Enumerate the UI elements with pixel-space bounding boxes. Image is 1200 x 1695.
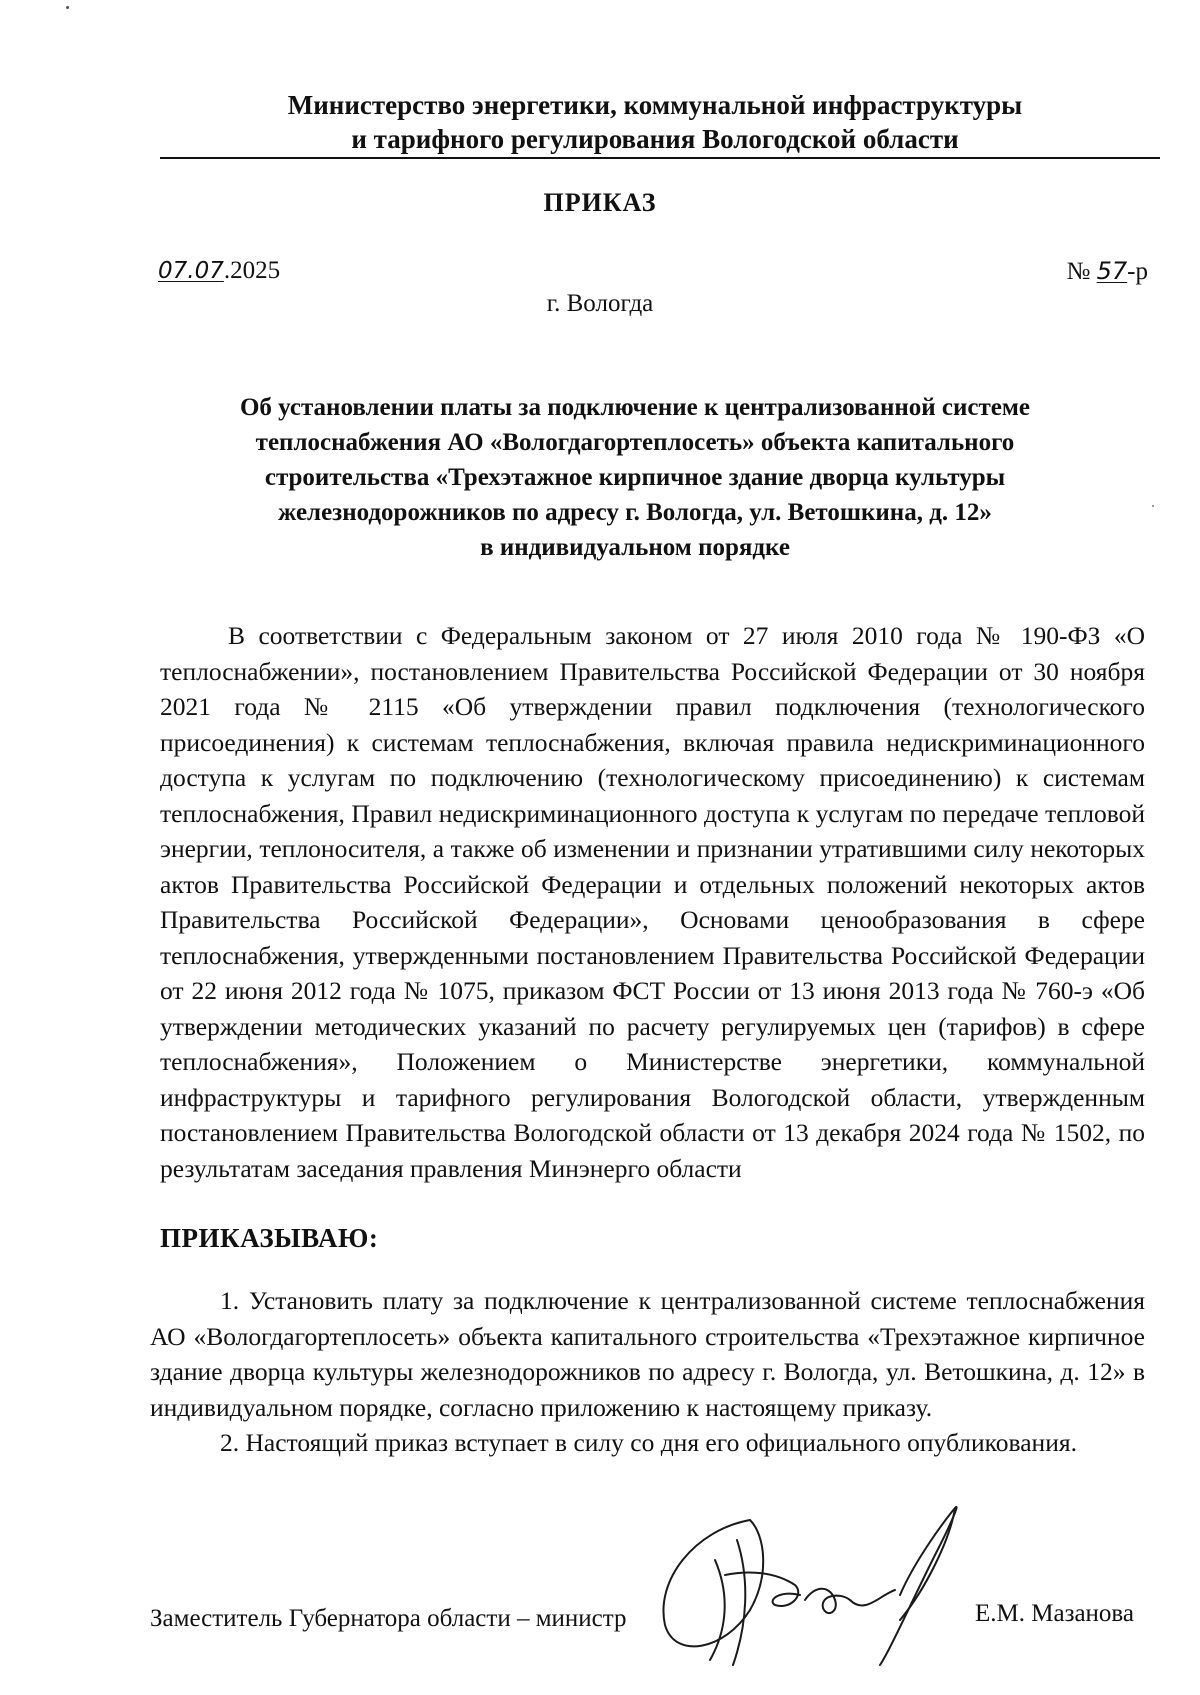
- subject-line: Об установлении платы за подключение к централизованной системе: [239, 394, 1031, 421]
- order-date: [158, 257, 280, 285]
- header-divider: [160, 157, 1160, 159]
- ministry-header-line-2: и тарифного регулирования Вологодской области: [351, 124, 959, 154]
- order-directive: ПРИКАЗЫВАЮ:: [160, 1223, 379, 1253]
- signatory-name: Е.М. Мазанова: [975, 1600, 1134, 1627]
- order-number-prefix: №: [1066, 258, 1091, 285]
- preamble: [160, 618, 1145, 1186]
- ministry-header-line-1: Министерство энергетики, коммунальной инфраструктуры: [287, 90, 1023, 120]
- scan-speck: [1152, 505, 1154, 507]
- subject-line: теплоснабжения АО «Вологдагортеплосеть» объекта капитального: [255, 429, 1015, 456]
- order-items: [150, 1283, 1145, 1461]
- order-date-handwritten: 07.07: [158, 258, 224, 284]
- order-subject: [185, 390, 1085, 565]
- subject-line: в индивидуальном порядке: [480, 534, 790, 561]
- document-title: ПРИКАЗ: [543, 188, 657, 217]
- order-number: [1067, 257, 1148, 286]
- order-item: 1. Установить плату за подключение к централизованной системе теплоснабжения АО «Вологдагортеплосеть» объекта капитального строительства «Трехэтажное кирпичное здание дворца культуры железнодорожников по адресу г. Вологда, ул. Ветошкина, д. 12» в индивидуальном порядке, согласно приложению к настоящему приказу.: [150, 1286, 1145, 1422]
- order-date-year: .2025: [223, 257, 281, 284]
- scan-speck: [66, 6, 69, 9]
- order-item: 2. Настоящий приказ вступает в силу со дня его официального опубликования.: [220, 1428, 1077, 1457]
- order-number-suffix: -р: [1127, 258, 1148, 285]
- subject-line: железнодорожников по адресу г. Вологда, ул. Ветошкина, д. 12»: [278, 499, 992, 526]
- order-city: г. Вологда: [546, 290, 654, 317]
- signatory-role: Заместитель Губернатора области – министр: [150, 1605, 627, 1632]
- handwritten-signature: [655, 1500, 1025, 1670]
- subject-line: строительства «Трехэтажное кирпичное здание дворца культуры: [264, 464, 1006, 491]
- ministry-header: [150, 88, 1160, 156]
- preamble-paragraph: В соответствии с Федеральным законом от 27 июля 2010 года № 190-ФЗ «О теплоснабжении», постановлением Правительства Российской Федерации от 30 ноября 2021 года № 2115 «Об утверждении правил подключения (технологического присоединения) к системам теплоснабжения, включая правила недискриминационного доступа к услугам по подключению (технологическому присоединению) к системам теплоснабжения, Правил недискриминационного доступа к услугам по передаче тепловой энергии, теплоносителя, а также об изменении и признании утратившими силу некоторых актов Правительства Российской Федерации и отдельных положений некоторых актов Правительства Российской Федерации», Основами ценообразования в сфере теплоснабжения, утвержденными постановлением Правительства Российской Федерации от 22 июня 2012 года № 1075, приказом ФСТ России от 13 июня 2013 года № 760-э «Об утверждении методических указаний по расчету регулируемых цен (тарифов) в сфере теплоснабжения», Положением о Министерстве энергетики, коммунальной инфраструктуры и тарифного регулирования Вологодской области, утвержденным постановлением Правительства Вологодской области от 13 декабря 2024 года № 1502, по результатам заседания правления Минэнерго области: [160, 621, 1145, 1183]
- order-number-handwritten: 57: [1096, 257, 1128, 285]
